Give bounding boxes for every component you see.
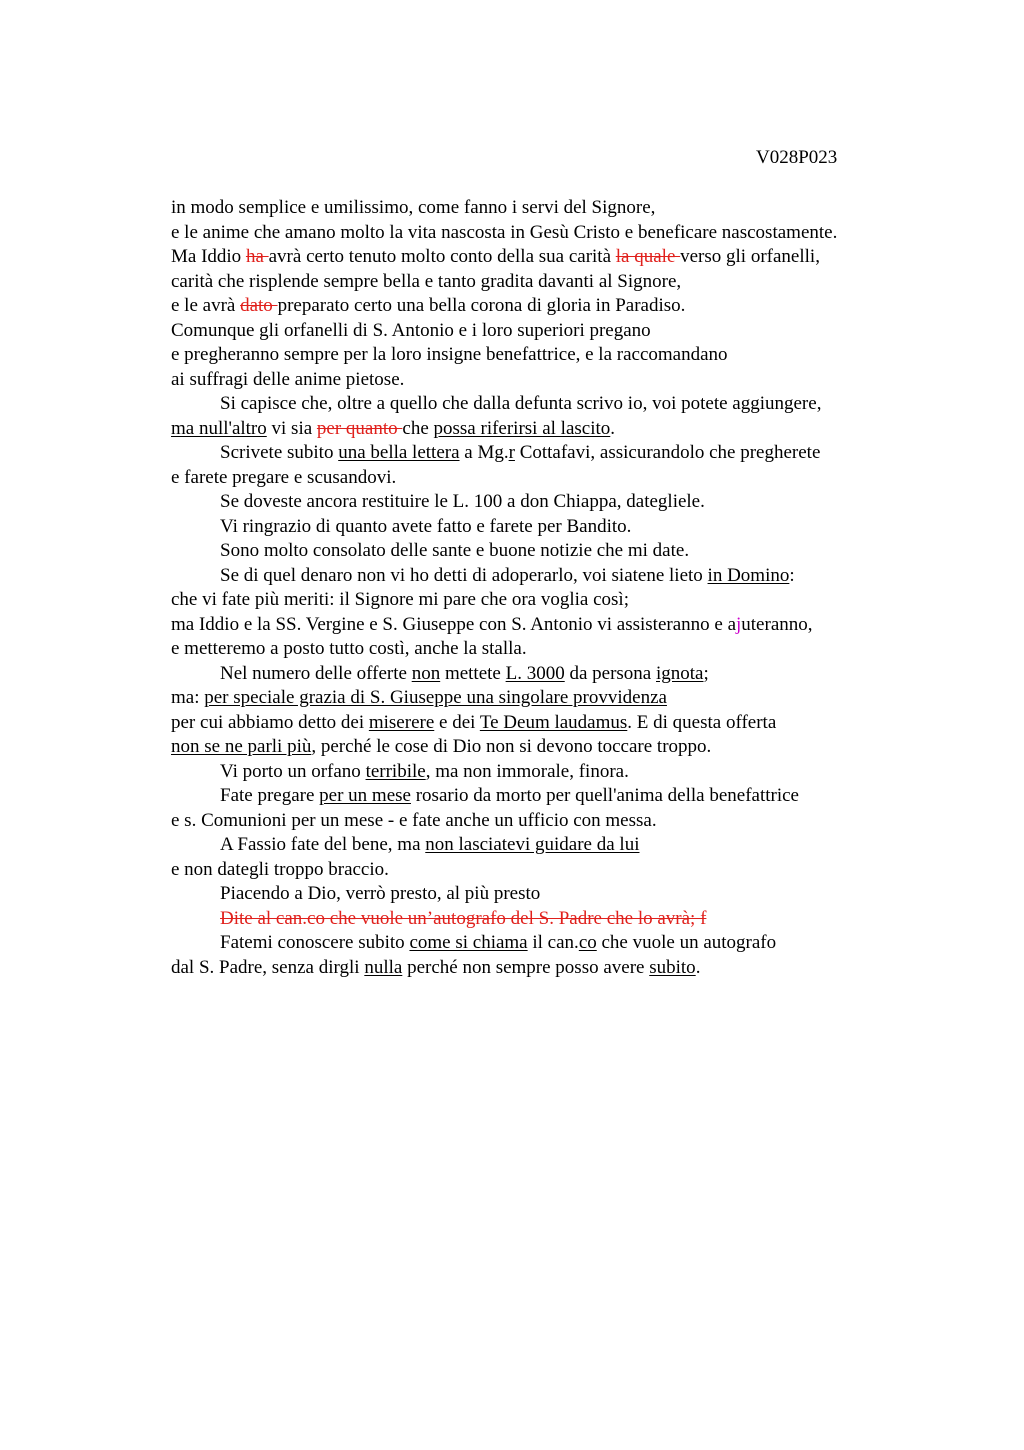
text-line: [171, 221, 951, 246]
text-line: [171, 343, 951, 368]
text-line: [171, 711, 951, 736]
text-line: [171, 294, 951, 319]
text-line: [171, 270, 951, 295]
text-segment: Vi ringrazio di quanto avete fatto e farete per Bandito.: [220, 515, 632, 537]
text-segment: preparato certo una bella corona di gloria in Paradiso.: [277, 295, 686, 316]
text-segment: rosario da morto per quell'anima della benefattrice: [410, 785, 799, 806]
struck-through-text: Dite al can.co che vuole un’autografo del S. Padre che lo avrà; f: [220, 907, 707, 929]
text-segment: Si capisce che, oltre a quello che dalla defunta scrivo io, voi potete aggiungere,: [220, 393, 822, 414]
text-segment: avrà certo tenuto molto conto della sua carità: [268, 246, 616, 267]
text-line: [171, 368, 951, 393]
text-line: [171, 882, 951, 907]
text-segment: Nel numero delle offerte: [220, 662, 412, 684]
text-segment: mettete: [440, 662, 506, 684]
text-segment: .: [695, 956, 701, 978]
text-segment: Scrivete subito: [220, 442, 339, 463]
underlined-text: per un mese: [319, 785, 411, 806]
text-segment: per cui abbiamo detto dei: [171, 711, 369, 733]
text-line: [171, 784, 951, 809]
underlined-text: miserere: [368, 711, 435, 733]
page-identifier: V028P023: [756, 147, 838, 168]
underlined-text: subito: [649, 956, 696, 978]
text-segment: e le avrà: [171, 295, 241, 316]
text-line: [171, 686, 951, 711]
text-segment: Piacendo a Dio, verrò presto, al più presto: [220, 883, 541, 904]
text-segment: carità che risplende sempre bella e tanto gradita davanti al Signore,: [171, 270, 682, 292]
text-segment: Comunque gli orfanelli di S. Antonio e i loro superiori pregano: [171, 319, 651, 341]
text-line: [171, 760, 951, 785]
text-line: [171, 319, 951, 344]
text-segment: , ma non immorale, finora.: [425, 760, 629, 782]
text-segment: ma Iddio e la SS. Vergine e S. Giuseppe con S. Antonio vi assisteranno e a: [171, 613, 736, 635]
text-segment: che vi fate più meriti: il Signore mi pare che ora voglia così;: [171, 589, 629, 610]
struck-through-text: la quale: [615, 246, 681, 267]
text-line: [171, 735, 951, 760]
text-segment: Se di quel denaro non vi ho detti di adoperarlo, voi siatene lieto: [220, 564, 708, 586]
text-segment: Ma Iddio: [171, 246, 246, 267]
underlined-text: Te Deum laudamus: [479, 711, 628, 733]
struck-through-text: per quanto: [316, 417, 403, 439]
underlined-text: possa riferirsi al lascito: [433, 417, 611, 439]
text-line: [171, 809, 951, 834]
text-segment: il can.: [527, 932, 579, 953]
text-segment: ma:: [171, 687, 205, 708]
text-segment: perché non sempre posso avere: [402, 956, 650, 978]
text-segment: e metteremo a posto tutto costì, anche la stalla.: [171, 638, 527, 659]
underlined-text: non se ne parli più: [171, 736, 312, 757]
text-line: [171, 441, 951, 466]
letter-body: [171, 196, 951, 980]
text-segment: A Fassio fate del bene, ma: [220, 834, 426, 855]
text-segment: Fate pregare: [220, 785, 320, 806]
underlined-text: nulla: [364, 956, 403, 978]
text-segment: Cottafavi, assicurandolo che pregherete: [514, 442, 821, 463]
text-segment: da persona: [564, 662, 656, 684]
underlined-text: r: [508, 442, 515, 463]
text-segment: che vuole un autografo: [596, 932, 777, 953]
underlined-text: per speciale grazia di S. Giuseppe una singolare provvidenza: [204, 687, 667, 708]
underlined-text: in Domino: [707, 564, 790, 586]
text-segment: uteranno,: [741, 613, 813, 635]
text-line: [171, 196, 951, 221]
text-line: [171, 662, 951, 687]
text-segment: Sono molto consolato delle sante e buone notizie che mi date.: [220, 540, 690, 561]
text-line: [171, 392, 951, 417]
text-segment: che: [402, 417, 434, 439]
text-segment: .: [610, 417, 616, 439]
text-segment: e farete pregare e scusandovi.: [171, 466, 397, 488]
struck-through-text: dato: [240, 295, 278, 316]
underlined-text: non lasciatevi guidare da lui: [425, 834, 640, 855]
underlined-text: ma null'altro: [171, 417, 267, 439]
text-segment: e dei: [434, 711, 480, 733]
text-segment: ;: [703, 662, 709, 684]
text-segment: :: [789, 564, 795, 586]
text-line: [171, 956, 951, 981]
text-segment: verso gli orfanelli,: [680, 246, 820, 267]
text-segment: . E di questa offerta: [627, 711, 777, 733]
underlined-text: ignota: [656, 662, 704, 684]
text-segment: e le anime che amano molto la vita nascosta in Gesù Cristo e beneficare nascostamente.: [171, 221, 838, 243]
text-segment: e pregheranno sempre per la loro insigne benefattrice, e la raccomandano: [171, 344, 728, 365]
text-segment: e non dategli troppo braccio.: [171, 858, 389, 880]
text-line: [171, 931, 951, 956]
text-segment: , perché le cose di Dio non si devono toccare troppo.: [311, 736, 712, 757]
underlined-text: L. 3000: [505, 662, 565, 684]
underlined-text: non: [411, 662, 441, 684]
text-line: [171, 466, 951, 491]
text-segment: Se doveste ancora restituire le L. 100 a don Chiappa, dategliele.: [220, 491, 705, 512]
text-segment: a Mg.: [459, 442, 509, 463]
text-line: [171, 564, 951, 589]
underlined-text: co: [578, 932, 597, 953]
text-line: [171, 417, 951, 442]
underlined-text: una bella lettera: [338, 442, 460, 463]
text-segment: Vi porto un orfano: [220, 760, 366, 782]
text-line: [171, 515, 951, 540]
underlined-text: terribile: [365, 760, 426, 782]
text-line: [171, 637, 951, 662]
text-line: [171, 907, 951, 932]
text-segment: ai suffragi delle anime pietose.: [171, 368, 405, 390]
underlined-text: come si chiama: [409, 932, 528, 953]
text-line: [171, 588, 951, 613]
text-segment: vi sia: [266, 417, 317, 439]
text-line: [171, 833, 951, 858]
text-line: [171, 613, 951, 638]
inserted-text: j: [736, 613, 742, 635]
text-line: [171, 245, 951, 270]
text-line: [171, 539, 951, 564]
text-segment: Fatemi conoscere subito: [220, 932, 410, 953]
text-segment: in modo semplice e umilissimo, come fanno i servi del Signore,: [171, 197, 656, 218]
text-line: [171, 490, 951, 515]
text-segment: e s. Comunioni per un mese - e fate anche un ufficio con messa.: [171, 809, 657, 831]
text-segment: dal S. Padre, senza dirgli: [171, 956, 365, 978]
text-line: [171, 858, 951, 883]
struck-through-text: ha: [245, 246, 269, 267]
